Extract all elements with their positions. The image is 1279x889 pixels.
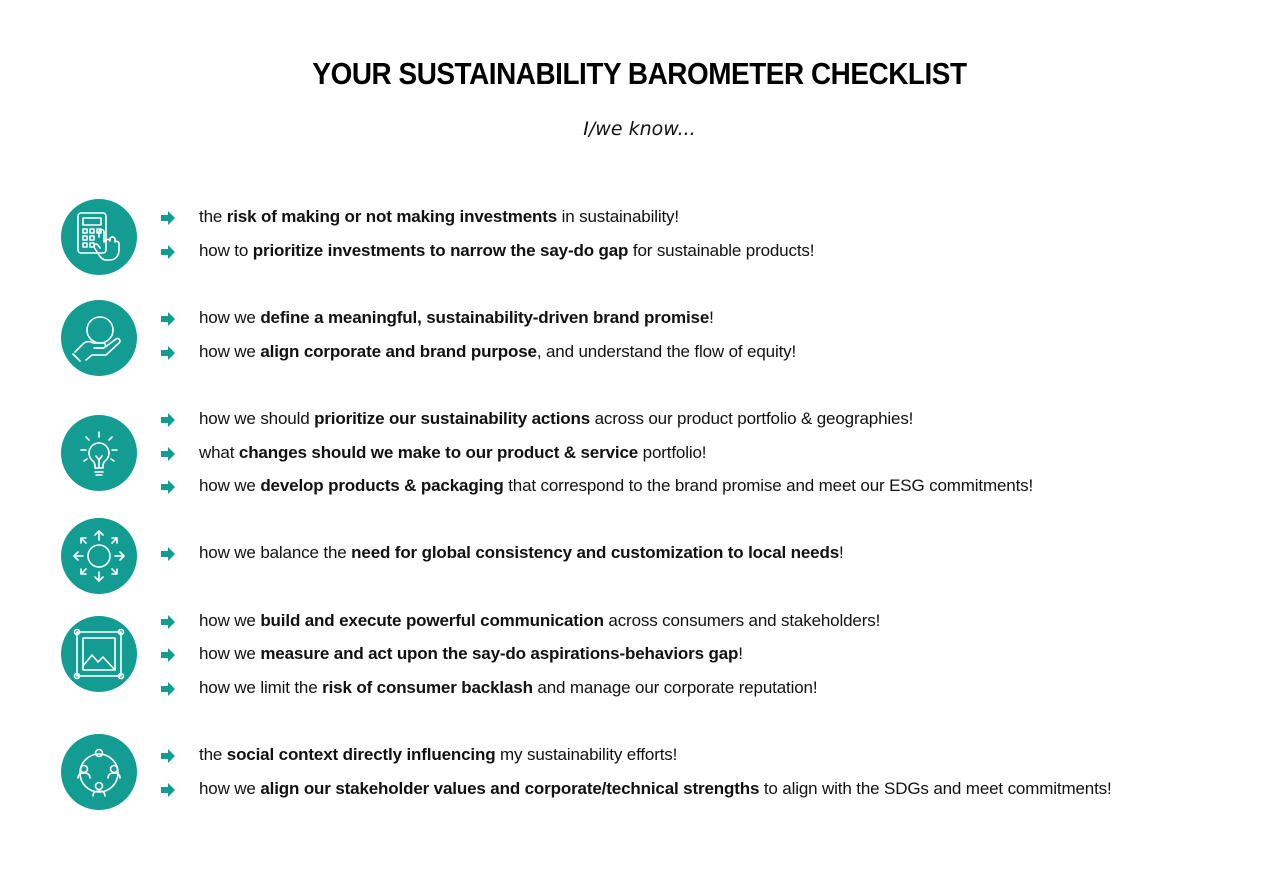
bold-phrase: prioritize our sustainability actions xyxy=(314,409,591,428)
checklist-item-text xyxy=(199,611,880,631)
arrow-right-icon xyxy=(160,748,176,764)
checklist-item xyxy=(160,205,679,229)
arrow-right-icon xyxy=(160,244,176,260)
text-phrase: the xyxy=(199,207,227,226)
bold-phrase: develop products & packaging xyxy=(260,476,504,495)
bold-phrase: build and execute powerful communication xyxy=(260,611,604,630)
checklist-item xyxy=(160,676,817,700)
checklist-item-text xyxy=(199,779,1112,799)
text-phrase: how we xyxy=(199,308,261,327)
arrow-right-icon xyxy=(160,210,176,226)
text-phrase: how we xyxy=(199,611,261,630)
checklist-item xyxy=(160,306,714,330)
checklist-item-text xyxy=(199,476,1033,496)
framed-picture-icon xyxy=(61,616,137,692)
text-phrase: how we limit the xyxy=(199,678,323,697)
text-phrase: how we should xyxy=(199,409,315,428)
bold-phrase: changes should we make to our product & service xyxy=(238,443,639,462)
checklist-item xyxy=(160,609,880,633)
arrow-right-icon xyxy=(160,614,176,630)
checklist-item xyxy=(160,407,913,431)
checklist-item-text xyxy=(199,745,677,765)
arrow-right-icon xyxy=(160,412,176,428)
people-network-icon xyxy=(61,734,137,810)
bold-phrase: risk of making or not making investments xyxy=(226,207,558,226)
arrow-right-icon xyxy=(160,311,176,327)
text-phrase: how we xyxy=(199,342,261,361)
checklist-item-text xyxy=(199,409,913,429)
bold-phrase: align corporate and brand purpose xyxy=(260,342,537,361)
checklist-item-text xyxy=(199,443,706,463)
arrow-right-icon xyxy=(160,345,176,361)
checklist-item-text xyxy=(199,308,714,328)
text-phrase: ! xyxy=(839,543,844,562)
text-phrase: across our product portfolio & geographies! xyxy=(590,409,914,428)
expand-arrows-circle-icon xyxy=(61,518,137,594)
checklist-item xyxy=(160,743,677,767)
checklist-item xyxy=(160,340,796,364)
text-phrase: that correspond to the brand promise and meet our ESG commitments! xyxy=(503,476,1034,495)
text-phrase: how we xyxy=(199,644,261,663)
text-phrase: portfolio! xyxy=(638,443,707,462)
bold-phrase: measure and act upon the say-do aspirations-behaviors gap xyxy=(260,644,739,663)
lightbulb-icon xyxy=(61,415,137,491)
bold-phrase: risk of consumer backlash xyxy=(322,678,533,697)
hand-holding-globe-icon xyxy=(61,300,137,376)
text-phrase: across consumers and stakeholders! xyxy=(603,611,881,630)
text-phrase: ! xyxy=(738,644,743,663)
page-title: YOUR SUSTAINABILITY BAROMETER CHECKLIST xyxy=(312,56,967,91)
text-phrase: my sustainability efforts! xyxy=(495,745,678,764)
checklist-item-text xyxy=(199,543,844,563)
checklist-item xyxy=(160,474,1033,498)
text-phrase: , and understand the flow of equity! xyxy=(536,342,797,361)
text-phrase: how we xyxy=(199,476,261,495)
text-phrase: for sustainable products! xyxy=(628,241,815,260)
bold-phrase: prioritize investments to narrow the say-do gap xyxy=(252,241,629,260)
arrow-right-icon xyxy=(160,681,176,697)
checklist-item xyxy=(160,777,1112,801)
text-phrase: how we xyxy=(199,779,261,798)
calculator-hand-icon xyxy=(61,199,137,275)
bold-phrase: define a meaningful, sustainability-driven brand promise xyxy=(260,308,710,327)
text-phrase: what xyxy=(199,443,239,462)
arrow-right-icon xyxy=(160,546,176,562)
bold-phrase: social context directly influencing xyxy=(226,745,496,764)
checklist-item-text xyxy=(199,207,679,227)
arrow-right-icon xyxy=(160,446,176,462)
text-phrase: in sustainability! xyxy=(557,207,679,226)
checklist-item-text xyxy=(199,644,743,664)
checklist-item xyxy=(160,441,706,465)
checklist-item-text xyxy=(199,678,817,698)
checklist-item-text xyxy=(199,342,796,362)
text-phrase: ! xyxy=(709,308,714,327)
checklist-item-text xyxy=(199,241,814,261)
checklist-item xyxy=(160,239,814,263)
arrow-right-icon xyxy=(160,782,176,798)
arrow-right-icon xyxy=(160,479,176,495)
bold-phrase: need for global consistency and customization to local needs xyxy=(351,543,840,562)
checklist-item xyxy=(160,642,743,666)
text-phrase: how to xyxy=(199,241,253,260)
checklist-item xyxy=(160,541,844,565)
arrow-right-icon xyxy=(160,647,176,663)
text-phrase: the xyxy=(199,745,227,764)
bold-phrase: align our stakeholder values and corporate/technical strengths xyxy=(260,779,760,798)
text-phrase: to align with the SDGs and meet commitments! xyxy=(759,779,1112,798)
text-phrase: how we balance the xyxy=(199,543,352,562)
text-phrase: and manage our corporate reputation! xyxy=(532,678,818,697)
page-subtitle: I/we know... xyxy=(583,118,696,140)
